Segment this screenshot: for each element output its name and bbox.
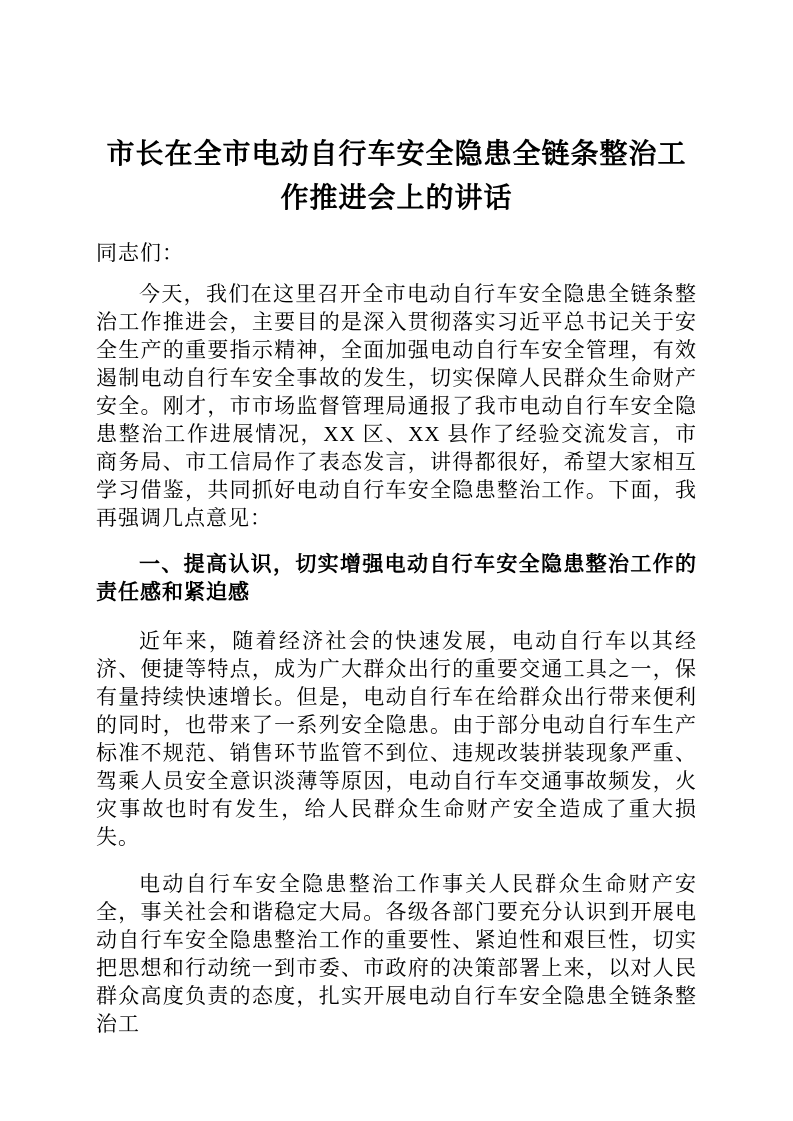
paragraph-background-situation: 近年来，随着经济社会的快速发展，电动自行车以其经济、便捷等特点，成为广大群众出行的重要交通工具之一，保有量持续快速增长。但是，电动自行车在给群众出行带来便利的同时，也带来了一系列安全隐患。由于部分电动自行车生产标准不规范、销售环节监管不到位、违规改装拼装现象严重、驾乘人员安全意识淡薄等原因，电动自行车交通事故频发，火灾事故也时有发生，给人民群众生命财产安全造成了重大损失。 [96,629,697,849]
section-heading-1: 一、提高认识，切实增强电动自行车安全隐患整治工作的责任感和紧迫感 [96,553,697,604]
salutation-line: 同志们： [96,241,184,265]
paragraph-responsibility-call: 电动自行车安全隐患整治工作事关人民群众生命财产安全，事关社会和谐稳定大局。各级各部门要充分认识到开展电动自行车安全隐患整治工作的重要性、紧迫性和艰巨性，切实把思想和行动统一到市委、市政府的决策部署上来，以对人民群众高度负责的态度，扎实开展电动自行车安全隐患全链条整治工 [96,872,697,1036]
paragraph-opening-remarks: 今天，我们在这里召开全市电动自行车安全隐患全链条整治工作推进会，主要目的是深入贯彻落实习近平总书记关于安全生产的重要指示精神，全面加强电动自行车安全管理，有效遏制电动自行车安全事故的发生，切实保障人民群众生命财产安全。刚才，市市场监督管理局通报了我市电动自行车安全隐患整治工作进展情况，XX 区、XX 县作了经验交流发言，市商务局、市工信局作了表态发言，讲得都很好，希望大家相互学习借鉴，共同抓好电动自行车安全隐患整治工作。下面，我再强调几点意见： [96,282,697,530]
document-title: 市长在全市电动自行车安全隐患全链条整治工作推进会上的讲话 [106,139,687,214]
